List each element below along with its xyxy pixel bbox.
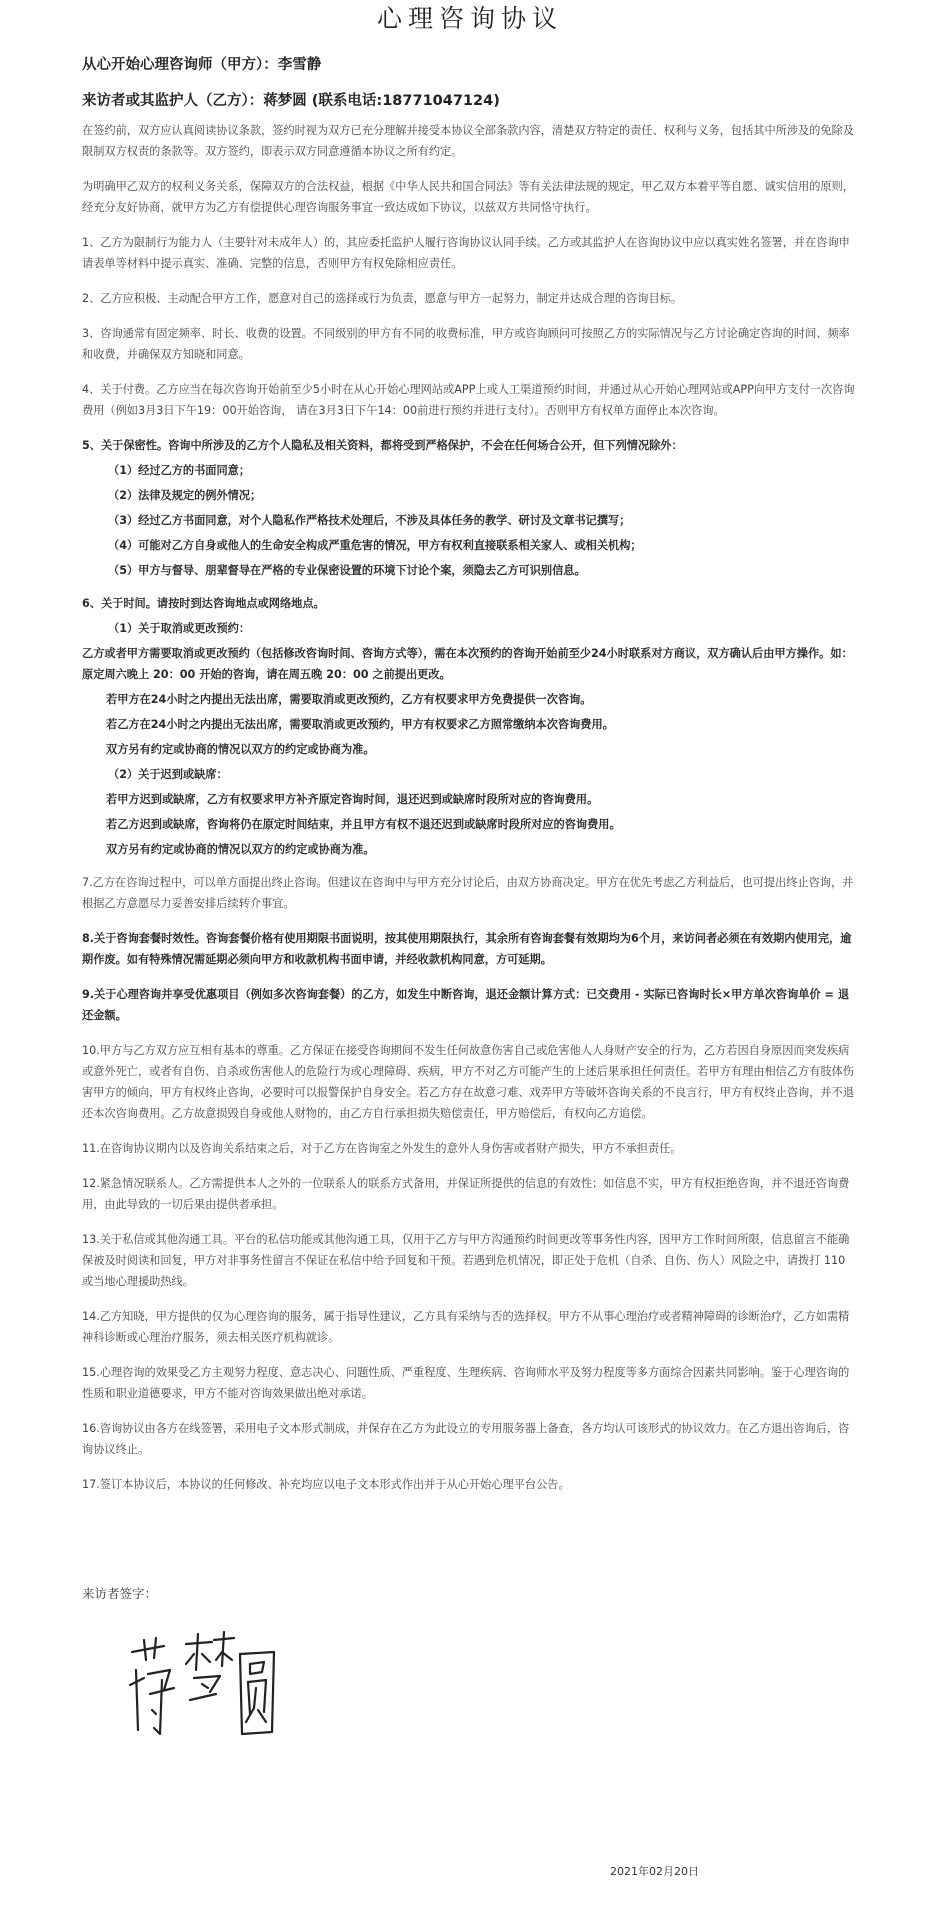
clause-9: 9.关于心理咨询并享受优惠项目（例如多次咨询套餐）的乙方，如发生中断咨询，退还金额计算方式：已交费用 - 实际已咨询时长×甲方单次咨询单价 = 退还金额。	[82, 988, 850, 1022]
party-b-line: 来访者或其监护人（乙方）：蒋梦圆 (联系电话:18771047124)	[82, 93, 500, 109]
clause-4: 4、关于付费。乙方应当在每次咨询开始前至少5小时在从心开始心理网站或APP上或人工渠道预约时间，并通过从心开始心理网站或APP向甲方支付一次咨询费用（例如3月3日下午19：00开始咨询， 请在3月3日下午14：00前进行预约并进行支付）。否则甲方有权单方面停止本次咨询。	[82, 383, 855, 417]
intro-paragraph: 在签约前，双方应认真阅读协议条款，签约时视为双方已充分理解并接受本协议全部条款内容，清楚双方特定的责任、权利与义务，包括其中所涉及的免除及限制双方权责的条款等。双方签约，即表示双方同意遵循本协议之所有约定。	[82, 124, 854, 158]
clause-6-line: 若乙方迟到或缺席，咨询将仍在原定时间结束，并且甲方有权不退还迟到或缺席时段所对应的咨询费用。	[106, 818, 621, 831]
handwritten-signature	[124, 1630, 284, 1745]
clause-5-item: （2）法律及规定的例外情况；	[108, 489, 262, 502]
clause-5-item: （1）经过乙方的书面同意；	[108, 464, 251, 477]
clause-3: 3、咨询通常有固定频率、时长、收费的设置。不同级别的甲方有不同的收费标准，甲方或咨询顾问可按照乙方的实际情况与乙方讨论确定咨询的时间、频率和收费，并确保双方知晓和同意。	[82, 327, 850, 361]
clause-10: 10.甲方与乙方双方应互相有基本的尊重。乙方保证在接受咨询期间不发生任何故意伤害自己或危害他人人身财产安全的行为，乙方若因自身原因而突发疾病或意外死亡，或者有自伤、自杀或伤害他人的危险行为或心理障碍、疾病，甲方不对乙方可能产生的上述后果承担任何责任。若甲方有理由相信乙方有肢体伤害甲方的倾向，甲方有权终止咨询，必要时可以报警保护自身安全。若乙方存在故意刁难、戏弄甲方等破坏咨询关系的不良言行，甲方有权终止咨询，并不退还本次咨询费用。乙方故意损毁自身或他人财物的，由乙方自行承担损失赔偿责任，甲方赔偿后，有权向乙方追偿。	[82, 1044, 854, 1120]
clause-12: 12.紧急情况联系人。乙方需提供本人之外的一位联系人的联系方式备用，并保证所提供的信息的有效性；如信息不实，甲方有权拒绝咨询，并不退还咨询费用，由此导致的一切后果由提供者承担。	[82, 1177, 850, 1211]
clause-14: 14.乙方知晓，甲方提供的仅为心理咨询的服务，属于指导性建议，乙方具有采纳与否的选择权。甲方不从事心理治疗或者精神障碍的诊断治疗，乙方如需精神科诊断或心理治疗服务，须去相关医疗机构就诊。	[82, 1310, 850, 1344]
clause-6	[82, 593, 858, 860]
clause-6-heading: 6、关于时间。请按时到达咨询地点或网络地点。	[82, 597, 325, 610]
clause-15: 15.心理咨询的效果受乙方主观努力程度、意志决心、问题性质、严重程度、生理疾病、咨询师水平及努力程度等多方面综合因素共同影响。鉴于心理咨询的性质和职业道德要求，甲方不能对咨询效果做出绝对承诺。	[82, 1366, 850, 1400]
clause-6-subheading: （2）关于迟到或缺席：	[108, 768, 228, 781]
clause-7: 7.乙方在咨询过程中，可以单方面提出终止咨询。但建议在咨询中与甲方充分讨论后，由双方协商决定。甲方在优先考虑乙方利益后，也可提出终止咨询，并根据乙方意愿尽力妥善安排后续转介事宜。	[82, 876, 854, 910]
signing-date: 2021年02月20日	[610, 1865, 699, 1878]
clause-5-heading: 5、关于保密性。咨询中所涉及的乙方个人隐私及相关资料，都将受到严格保护，不会在任何场合公开，但下列情况除外：	[82, 439, 683, 452]
clause-6-line: 若甲方在24小时之内提出无法出席，需要取消或更改预约，乙方有权要求甲方免费提供一次咨询。	[106, 693, 592, 706]
clause-6-line: 双方另有约定或协商的情况以双方的约定或协商为准。	[106, 843, 375, 856]
clause-5-item: （5）甲方与督导、朋辈督导在严格的专业保密设置的环境下讨论个案，须隐去乙方可识别信息。	[108, 564, 586, 577]
intro-paragraph: 为明确甲乙双方的权利义务关系，保障双方的合法权益，根据《中华人民共和国合同法》等有关法律法规的规定，甲乙双方本着平等自愿、诚实信用的原则，经充分友好协商，就甲方为乙方有偿提供心理咨询服务事宜一致达成如下协议，以兹双方共同恪守执行。	[82, 180, 854, 214]
clause-6-line: 若甲方迟到或缺席，乙方有权要求甲方补齐原定咨询时间，退还迟到或缺席时段所对应的咨询费用。	[106, 793, 599, 806]
clause-2: 2、乙方应积极、主动配合甲方工作，愿意对自己的选择或行为负责，愿意与甲方一起努力，制定并达成合理的咨询目标。	[82, 292, 683, 305]
clause-6-text: 乙方或者甲方需要取消或更改预约（包括修改咨询时间、咨询方式等），需在本次预约的咨询开始前至少24小时联系对方商议，双方确认后由甲方操作。如：原定周六晚上 20：00 开始的咨询，请在周五晚 20：00 之前提出更改。	[82, 647, 853, 681]
clause-6-line: 双方另有约定或协商的情况以双方的约定或协商为准。	[106, 743, 375, 756]
clause-13: 13.关于私信或其他沟通工具。平台的私信功能或其他沟通工具，仅用于乙方与甲方沟通预约时间更改等事务性内容，因甲方工作时间所限，信息留言不能确保被及时阅读和回复，甲方对非事务性留言不保证在私信中给予回复和干预。若遇到危机情况，即正处于危机（自杀、自伤、伤人）风险之中，请拨打 110 或当地心理援助热线。	[82, 1233, 850, 1288]
clause-5-item: （3）经过乙方书面同意，对个人隐私作严格技术处理后，不涉及具体任务的教学、研讨及文章书记撰写；	[108, 514, 631, 527]
clause-1: 1、乙方为限制行为能力人（主要针对未成年人）的，其应委托监护人履行咨询协议认同手续。乙方或其监护人在咨询协议中应以真实姓名签署，并在咨询申请表单等材料中提示真实、准确、完整的信息，否则甲方有权免除相应责任。	[82, 236, 850, 270]
clause-11: 11.在咨询协议期内以及咨询关系结束之后，对于乙方在咨询室之外发生的意外人身伤害或者财产损失，甲方不承担责任。	[82, 1142, 682, 1155]
party-a-line: 从心开始心理咨询师（甲方）：李雪静	[82, 57, 322, 73]
agreement-body	[82, 120, 858, 1509]
page-title: 心理咨询协议	[376, 4, 563, 33]
clause-17: 17.签订本协议后，本协议的任何修改、补充均应以电子文本形式作出并于从心开始心理平台公告。	[82, 1478, 570, 1491]
signature-label: 来访者签字：	[82, 1586, 158, 1601]
clause-5-item: （4）可能对乙方自身或他人的生命安全构成严重危害的情况，甲方有权利直接联系相关家人、或相关机构；	[108, 539, 642, 552]
clause-6-line: 若乙方在24小时之内提出无法出席，需要取消或更改预约，甲方有权要求乙方照常缴纳本次咨询费用。	[106, 718, 614, 731]
clause-8: 8.关于咨询套餐时效性。咨询套餐价格有使用期限书面说明，按其使用期限执行，其余所有咨询套餐有效期均为6个月，来访问者必须在有效期内使用完，逾期作废。如有特殊情况需延期必须向甲方和收款机构书面申请，并经收款机构同意，方可延期。	[82, 932, 852, 966]
clause-6-subheading: （1）关于取消或更改预约：	[108, 622, 251, 635]
clause-16: 16.咨询协议由各方在线签署，采用电子文本形式制成，并保存在乙方为此设立的专用服务器上备查，各方均认可该形式的协议效力。在乙方退出咨询后，咨询协议终止。	[82, 1422, 850, 1456]
clause-5	[82, 435, 858, 581]
